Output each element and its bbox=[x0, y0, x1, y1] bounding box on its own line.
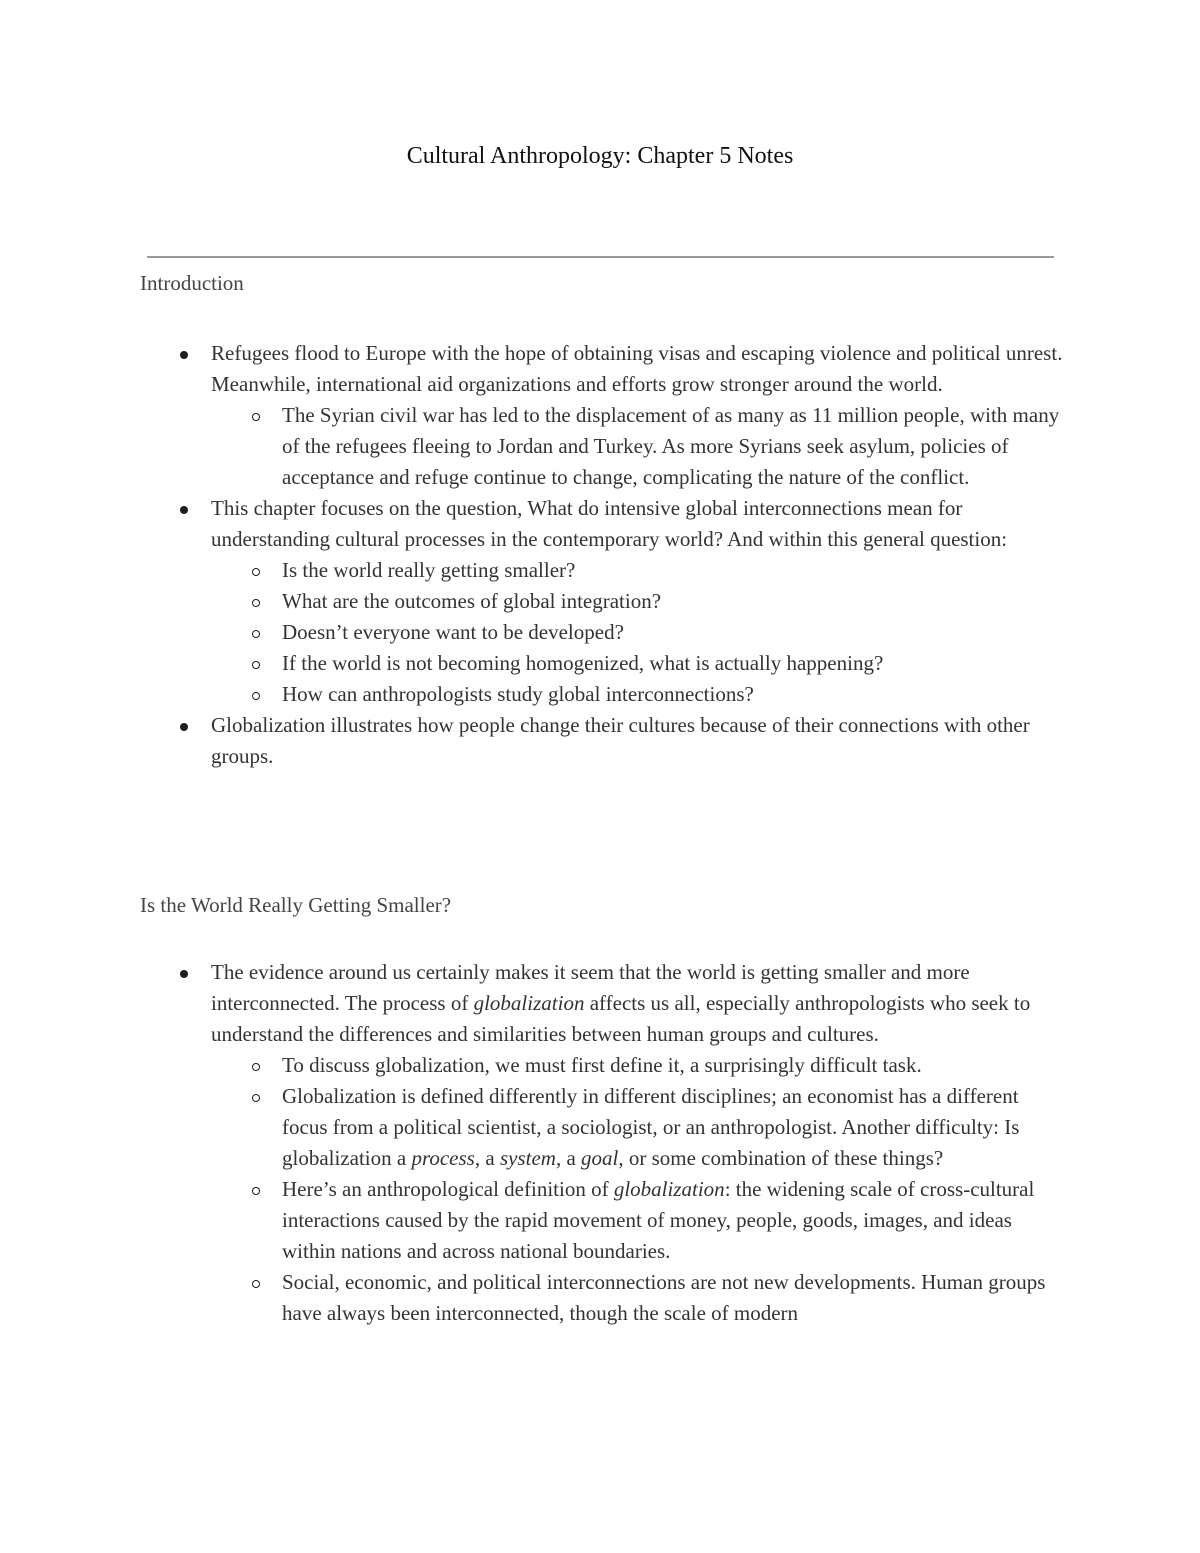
sub-list-item-text bbox=[282, 1177, 1034, 1263]
sub-list-item-text bbox=[282, 1084, 1019, 1170]
sub-list-item-text: Social, economic, and political interconnections are not new developments. Human groups have always been interconnected, though the scale of modern bbox=[282, 1270, 1046, 1325]
hollow-bullet-icon bbox=[252, 661, 260, 669]
sub-list-item-text: Doesn’t everyone want to be developed? bbox=[282, 620, 624, 644]
document-title: Cultural Anthropology: Chapter 5 Notes bbox=[406, 143, 794, 169]
sub-list-item bbox=[140, 1267, 1065, 1329]
section-heading-world-smaller: Is the World Really Getting Smaller? bbox=[140, 893, 452, 917]
sub-list-item-text: Is the world really getting smaller? bbox=[282, 558, 576, 582]
hollow-bullet-icon bbox=[252, 568, 260, 576]
hollow-bullet-icon bbox=[252, 599, 260, 607]
sub-list-item bbox=[140, 1174, 1065, 1267]
text-run: , a bbox=[474, 1146, 500, 1170]
sub-list-item bbox=[140, 586, 1065, 617]
list-item-text: This chapter focuses on the question, What do intensive global interconnections mean for understanding cultural processes in the contemporary world? And within this general question: bbox=[211, 496, 1008, 551]
section-heading-introduction: Introduction bbox=[140, 271, 244, 295]
list-item bbox=[140, 957, 1065, 1050]
hollow-bullet-icon bbox=[252, 1063, 260, 1071]
bullet-icon bbox=[180, 506, 188, 514]
sub-list-item-text: How can anthropologists study global interconnections? bbox=[282, 682, 754, 706]
hollow-bullet-icon bbox=[252, 692, 260, 700]
sub-list-item-text: The Syrian civil war has led to the displacement of as many as 11 million people, with many of the refugees fleeing to Jordan and Turkey. As more Syrians seek asylum, policies of acceptance and refuge continue to change, complicating the nature of the conflict. bbox=[282, 403, 1060, 489]
list-item-text bbox=[211, 960, 1030, 1046]
sub-list-item bbox=[140, 1050, 1065, 1081]
hollow-bullet-icon bbox=[252, 413, 260, 421]
text-run: , a bbox=[555, 1146, 582, 1170]
list-item-text: Refugees flood to Europe with the hope of obtaining visas and escaping violence and political unrest. Meanwhile, international aid organizations and efforts grow stronger around the world. bbox=[211, 341, 1063, 396]
sub-list-item-text: What are the outcomes of global integration? bbox=[282, 589, 662, 613]
hollow-bullet-icon bbox=[252, 630, 260, 638]
list-item bbox=[140, 493, 1065, 555]
list-item-text: Globalization illustrates how people change their cultures because of their connections with other groups. bbox=[211, 713, 1030, 768]
sub-list-item-text: To discuss globalization, we must first define it, a surprisingly difficult task. bbox=[282, 1053, 922, 1077]
list-item bbox=[140, 710, 1065, 772]
italic-term: process bbox=[411, 1146, 475, 1170]
italic-term: system bbox=[499, 1146, 556, 1170]
sub-list-item bbox=[140, 1081, 1065, 1174]
introduction-list bbox=[140, 338, 1065, 772]
hollow-bullet-icon bbox=[252, 1187, 260, 1195]
sub-list-item bbox=[140, 617, 1065, 648]
sub-list-item-text: If the world is not becoming homogenized, what is actually happening? bbox=[282, 651, 884, 675]
horizontal-rule bbox=[147, 256, 1054, 258]
hollow-bullet-icon bbox=[252, 1280, 260, 1288]
sub-list-item bbox=[140, 555, 1065, 586]
sub-list-item bbox=[140, 679, 1065, 710]
text-run: : the widening scale of cross-cultural interactions caused by the rapid movement of money, people, goods, images, and ideas within nations and across national boundaries. bbox=[282, 1177, 1035, 1263]
italic-term: goal bbox=[581, 1146, 619, 1170]
bullet-icon bbox=[180, 351, 188, 359]
text-run: The evidence around us certainly makes it seem that the world is getting smaller and more interconnected. The process of bbox=[211, 960, 970, 1015]
text-run: , or some combination of these things? bbox=[618, 1146, 944, 1170]
sub-list-item bbox=[140, 400, 1065, 493]
bullet-icon bbox=[180, 723, 188, 731]
text-run: Globalization is defined differently in different disciplines; an economist has a different focus from a political scientist, a sociologist, or an anthropologist. Another difficulty: Is globalization a bbox=[282, 1084, 1020, 1170]
list-item bbox=[140, 338, 1065, 400]
text-run: affects us all, especially anthropologists who seek to understand the differences and similarities between human groups and cultures. bbox=[211, 991, 1031, 1046]
bullet-icon bbox=[180, 970, 188, 978]
world-smaller-list bbox=[140, 957, 1065, 1329]
text-run: Here’s an anthropological definition of bbox=[282, 1177, 614, 1201]
italic-term: globalization bbox=[613, 1177, 725, 1201]
sub-list-item bbox=[140, 648, 1065, 679]
italic-term: globalization bbox=[473, 991, 585, 1015]
hollow-bullet-icon bbox=[252, 1094, 260, 1102]
